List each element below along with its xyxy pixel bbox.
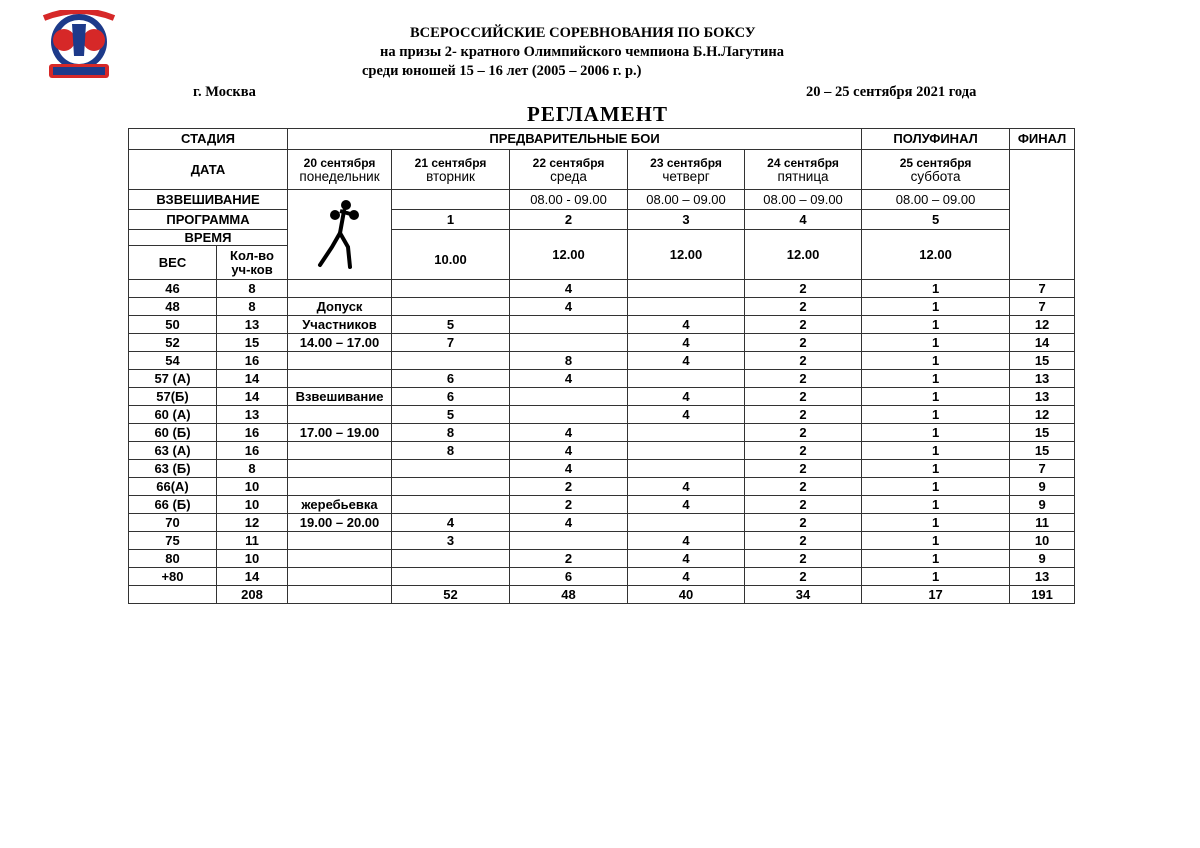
cell-d25: 1	[862, 298, 1010, 316]
cell-d22: 4	[510, 370, 628, 388]
cell-t: 9	[1010, 496, 1075, 514]
time-d24: 12.00	[745, 230, 862, 280]
schedule-table	[128, 128, 1075, 604]
cell-d23: 4	[628, 334, 745, 352]
cell-d25: 1	[862, 442, 1010, 460]
cell-d24: 2	[745, 316, 862, 334]
cell-d22: 4	[510, 514, 628, 532]
cell-d25: 1	[862, 280, 1010, 298]
cell-d25: 1	[862, 370, 1010, 388]
title-line-3: среди юношей 15 – 16 лет (2005 – 2006 г. р.)	[362, 63, 642, 79]
table-row	[129, 496, 1075, 514]
totals-row	[129, 586, 1075, 604]
cell-d22: 4	[510, 298, 628, 316]
program-label: ПРОГРАММА	[129, 210, 288, 230]
table-row	[129, 388, 1075, 406]
cell-d22: 6	[510, 568, 628, 586]
cell-n: 11	[217, 532, 288, 550]
cell-d22	[510, 406, 628, 424]
cell-n: 8	[217, 280, 288, 298]
cell-note	[288, 442, 392, 460]
cell-w	[129, 586, 217, 604]
cell-d21	[392, 478, 510, 496]
date-label: ДАТА	[129, 150, 288, 190]
cell-d24: 2	[745, 424, 862, 442]
bouts-blank	[1010, 150, 1075, 280]
cell-d22	[510, 532, 628, 550]
program-5: 5	[862, 210, 1010, 230]
cell-w: 52	[129, 334, 217, 352]
time-d23: 12.00	[628, 230, 745, 280]
boxer-icon	[288, 190, 392, 280]
cell-d24: 34	[745, 586, 862, 604]
cell-d21	[392, 568, 510, 586]
weighin-d25: 08.00 – 09.00	[862, 190, 1010, 210]
cell-d22	[510, 388, 628, 406]
cell-n: 16	[217, 442, 288, 460]
cell-note	[288, 478, 392, 496]
cell-t: 12	[1010, 406, 1075, 424]
cell-d25: 1	[862, 478, 1010, 496]
cell-d21	[392, 352, 510, 370]
cell-t: 7	[1010, 298, 1075, 316]
cell-d23	[628, 424, 745, 442]
cell-d22: 48	[510, 586, 628, 604]
cell-d22: 4	[510, 424, 628, 442]
cell-d24: 2	[745, 568, 862, 586]
day-cell-3: 23 сентября четверг	[628, 150, 745, 190]
cell-d23: 4	[628, 532, 745, 550]
cell-d24: 2	[745, 442, 862, 460]
cell-d23: 4	[628, 550, 745, 568]
cell-t: 10	[1010, 532, 1075, 550]
cell-n: 8	[217, 460, 288, 478]
cell-d25: 1	[862, 514, 1010, 532]
time-d25: 12.00	[862, 230, 1010, 280]
cell-d23	[628, 514, 745, 532]
time-d21: 10.00	[392, 230, 510, 280]
cell-note	[288, 568, 392, 586]
table-row	[129, 406, 1075, 424]
stage-header: СТАДИЯ	[129, 129, 288, 150]
cell-d25: 1	[862, 406, 1010, 424]
cell-t: 13	[1010, 370, 1075, 388]
cell-d24: 2	[745, 370, 862, 388]
cell-d22: 4	[510, 280, 628, 298]
cell-d25: 17	[862, 586, 1010, 604]
cell-note: 17.00 – 19.00	[288, 424, 392, 442]
cell-t: 9	[1010, 550, 1075, 568]
time-label: ВРЕМЯ	[129, 230, 288, 246]
cell-d24: 2	[745, 550, 862, 568]
weighin-d23: 08.00 – 09.00	[628, 190, 745, 210]
cell-d24: 2	[745, 280, 862, 298]
cell-d21	[392, 496, 510, 514]
cell-d21: 5	[392, 406, 510, 424]
cell-t: 13	[1010, 568, 1075, 586]
cell-d25: 1	[862, 388, 1010, 406]
cell-d21: 8	[392, 424, 510, 442]
cell-d23: 40	[628, 586, 745, 604]
cell-d21: 5	[392, 316, 510, 334]
cell-n: 14	[217, 388, 288, 406]
cell-note: 19.00 – 20.00	[288, 514, 392, 532]
cell-w: 75	[129, 532, 217, 550]
cell-w: 60 (Б)	[129, 424, 217, 442]
cell-d22: 4	[510, 442, 628, 460]
cell-d23	[628, 460, 745, 478]
page-title: РЕГЛАМЕНТ	[527, 102, 669, 126]
weight-rows	[129, 280, 1075, 604]
cell-w: 50	[129, 316, 217, 334]
boxer-icon-graphic	[310, 197, 370, 269]
day-cell-4: 24 сентября пятница	[745, 150, 862, 190]
cell-d25: 1	[862, 568, 1010, 586]
cell-d24: 2	[745, 478, 862, 496]
weighin-d21	[392, 190, 510, 210]
weighin-d22: 08.00 - 09.00	[510, 190, 628, 210]
cell-d21: 6	[392, 370, 510, 388]
cell-d23	[628, 370, 745, 388]
table-row	[129, 298, 1075, 316]
cell-d23	[628, 442, 745, 460]
table-row	[129, 352, 1075, 370]
cell-d23: 4	[628, 406, 745, 424]
cell-note: Участников	[288, 316, 392, 334]
cell-d23	[628, 280, 745, 298]
cell-d24: 2	[745, 460, 862, 478]
cell-w: 63 (А)	[129, 442, 217, 460]
table-row	[129, 514, 1075, 532]
cell-n: 12	[217, 514, 288, 532]
cell-d21: 7	[392, 334, 510, 352]
cell-d23	[628, 298, 745, 316]
program-1: 1	[392, 210, 510, 230]
cell-t: 15	[1010, 352, 1075, 370]
cell-w: 48	[129, 298, 217, 316]
program-2: 2	[510, 210, 628, 230]
cell-w: +80	[129, 568, 217, 586]
cell-n: 13	[217, 316, 288, 334]
cell-d24: 2	[745, 406, 862, 424]
table-row	[129, 370, 1075, 388]
cell-w: 63 (Б)	[129, 460, 217, 478]
table-row	[129, 280, 1075, 298]
cell-note	[288, 406, 392, 424]
cell-d24: 2	[745, 496, 862, 514]
cell-d24: 2	[745, 532, 862, 550]
cell-d21	[392, 298, 510, 316]
cell-d23: 4	[628, 496, 745, 514]
cell-note	[288, 370, 392, 388]
cell-n: 208	[217, 586, 288, 604]
cell-t: 12	[1010, 316, 1075, 334]
cell-d21: 8	[392, 442, 510, 460]
cell-n: 10	[217, 478, 288, 496]
cell-t: 191	[1010, 586, 1075, 604]
day-cell-2: 22 сентября среда	[510, 150, 628, 190]
cell-n: 8	[217, 298, 288, 316]
cell-d25: 1	[862, 460, 1010, 478]
table-row	[129, 334, 1075, 352]
cell-d21	[392, 280, 510, 298]
table-row	[129, 478, 1075, 496]
cell-w: 54	[129, 352, 217, 370]
program-4: 4	[745, 210, 862, 230]
cell-d21: 4	[392, 514, 510, 532]
table-row	[129, 550, 1075, 568]
cell-d25: 1	[862, 550, 1010, 568]
cell-d24: 2	[745, 298, 862, 316]
cell-d22: 2	[510, 550, 628, 568]
day-cell-0: 20 сентября понедельник	[288, 150, 392, 190]
final-header: ФИНАЛ	[1010, 129, 1075, 150]
weighin-label: ВЗВЕШИВАНИЕ	[129, 190, 288, 210]
cell-d23: 4	[628, 388, 745, 406]
cell-d22: 8	[510, 352, 628, 370]
cell-d25: 1	[862, 424, 1010, 442]
cell-note: Допуск	[288, 298, 392, 316]
cell-note	[288, 586, 392, 604]
cell-d21: 52	[392, 586, 510, 604]
cell-d25: 1	[862, 496, 1010, 514]
title-line-1: ВСЕРОССИЙСКИЕ СОРЕВНОВАНИЯ ПО БОКСУ	[410, 25, 756, 41]
program-3: 3	[628, 210, 745, 230]
cell-d21	[392, 460, 510, 478]
cell-d23: 4	[628, 316, 745, 334]
table-row	[129, 460, 1075, 478]
cell-d21	[392, 550, 510, 568]
table-row	[129, 532, 1075, 550]
cell-d22: 2	[510, 478, 628, 496]
cell-note: жеребьевка	[288, 496, 392, 514]
cell-n: 15	[217, 334, 288, 352]
cell-note: 14.00 – 17.00	[288, 334, 392, 352]
cell-d21: 6	[392, 388, 510, 406]
cell-d22	[510, 316, 628, 334]
cell-w: 66 (Б)	[129, 496, 217, 514]
cell-n: 10	[217, 496, 288, 514]
cell-t: 14	[1010, 334, 1075, 352]
cell-d23: 4	[628, 568, 745, 586]
cell-note	[288, 280, 392, 298]
event-dates: 20 – 25 сентября 2021 года	[806, 84, 977, 100]
cell-t: 9	[1010, 478, 1075, 496]
cell-d25: 1	[862, 334, 1010, 352]
cell-d24: 2	[745, 334, 862, 352]
cell-d24: 2	[745, 388, 862, 406]
weight-label: ВЕС	[129, 246, 217, 280]
cell-n: 14	[217, 568, 288, 586]
count-label: Кол-во уч-ков	[217, 246, 288, 280]
cell-t: 7	[1010, 280, 1075, 298]
table-row	[129, 316, 1075, 334]
table-row	[129, 424, 1075, 442]
semifinal-header: ПОЛУФИНАЛ	[862, 129, 1010, 150]
cell-d23: 4	[628, 478, 745, 496]
cell-note	[288, 460, 392, 478]
cell-n: 16	[217, 424, 288, 442]
weighin-d24: 08.00 – 09.00	[745, 190, 862, 210]
cell-d25: 1	[862, 316, 1010, 334]
cell-n: 16	[217, 352, 288, 370]
cell-d25: 1	[862, 352, 1010, 370]
cell-t: 13	[1010, 388, 1075, 406]
cell-t: 7	[1010, 460, 1075, 478]
cell-d22: 2	[510, 496, 628, 514]
cell-note: Взвешивание	[288, 388, 392, 406]
city: г. Москва	[193, 84, 256, 100]
cell-d22	[510, 334, 628, 352]
cell-d24: 2	[745, 352, 862, 370]
time-d22: 12.00	[510, 230, 628, 280]
cell-w: 57 (А)	[129, 370, 217, 388]
cell-t: 11	[1010, 514, 1075, 532]
cell-d24: 2	[745, 514, 862, 532]
cell-n: 13	[217, 406, 288, 424]
day-cell-1: 21 сентября вторник	[392, 150, 510, 190]
cell-d21: 3	[392, 532, 510, 550]
table-row	[129, 568, 1075, 586]
day-cell-5: 25 сентября суббота	[862, 150, 1010, 190]
cell-note	[288, 532, 392, 550]
federation-logo	[34, 10, 124, 82]
cell-n: 14	[217, 370, 288, 388]
cell-d25: 1	[862, 532, 1010, 550]
prelim-header: ПРЕДВАРИТЕЛЬНЫЕ БОИ	[288, 129, 862, 150]
title-line-2: на призы 2- кратного Олимпийского чемпиона Б.Н.Лагутина	[380, 44, 785, 60]
cell-t: 15	[1010, 424, 1075, 442]
cell-w: 66(А)	[129, 478, 217, 496]
cell-w: 70	[129, 514, 217, 532]
cell-w: 46	[129, 280, 217, 298]
cell-w: 57(Б)	[129, 388, 217, 406]
cell-w: 60 (А)	[129, 406, 217, 424]
cell-d22: 4	[510, 460, 628, 478]
cell-w: 80	[129, 550, 217, 568]
table-row	[129, 442, 1075, 460]
cell-n: 10	[217, 550, 288, 568]
cell-note	[288, 352, 392, 370]
cell-t: 15	[1010, 442, 1075, 460]
cell-d23: 4	[628, 352, 745, 370]
cell-note	[288, 550, 392, 568]
